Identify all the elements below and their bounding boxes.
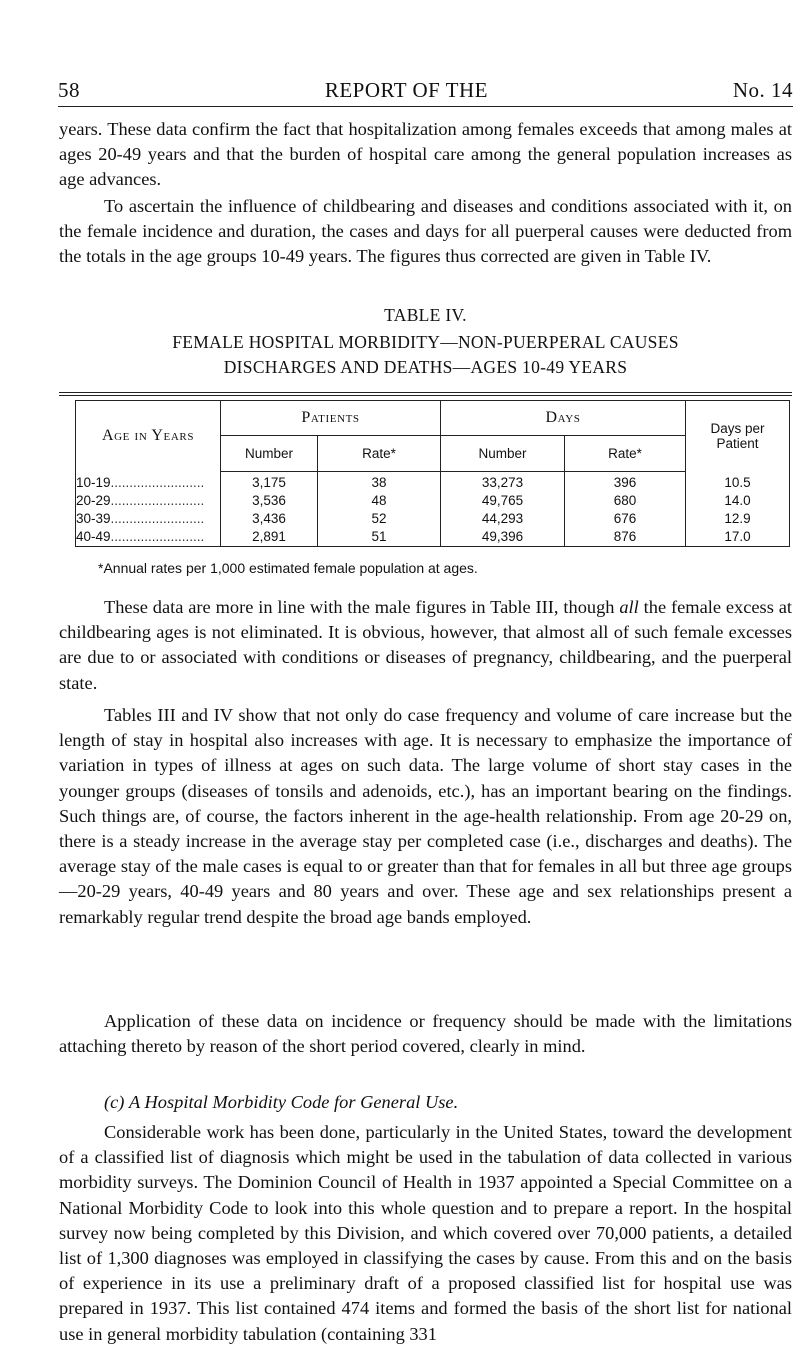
cell-days-rate: 676 <box>565 510 686 528</box>
leader-dots: ......................... <box>110 529 205 544</box>
table-title-line-1: FEMALE HOSPITAL MORBIDITY—NON-PUERPERAL CAUSES <box>172 332 679 352</box>
age-group: 10-19 <box>76 474 111 490</box>
cell-patients-rate: 51 <box>318 528 441 547</box>
cell-patients-rate: 48 <box>318 492 441 510</box>
table-title-line-2: DISCHARGES AND DEATHS—AGES 10-49 YEARS <box>223 357 628 377</box>
running-head <box>58 78 793 103</box>
table-label: TABLE IV. <box>384 305 467 325</box>
cell-patients-rate: 52 <box>318 510 441 528</box>
cell-days-rate: 876 <box>565 528 686 547</box>
running-title: REPORT OF THE <box>324 78 488 102</box>
cell-days-number: 33,273 <box>441 472 565 493</box>
column-group-patients: Patients <box>221 401 441 436</box>
paragraph-3-text-cont: the female excess at childbearing ages is not eliminated. It is obvious, however, that almost all of such female excesses are due to or associated with conditions or diseases of pregnancy, childbearing, and the puerperal state. <box>59 597 793 693</box>
paragraph-5: Application of these data on incidence or frequency should be made with the limitations attaching thereto by reason of the short period covered, clearly in mind. <box>59 1011 792 1057</box>
column-group-days: Days <box>441 401 686 436</box>
header-rule <box>58 106 793 107</box>
morbidity-table <box>75 400 790 547</box>
cell-patients-number: 3,175 <box>221 472 318 493</box>
paragraph-3-emphasis: all <box>619 597 639 617</box>
section-label: (c) <box>104 1092 125 1112</box>
subheader-days-number: Number <box>441 436 565 472</box>
table-row <box>76 472 790 493</box>
age-group: 30-39 <box>76 511 111 526</box>
table-row <box>76 492 790 510</box>
subheader-patients-rate: Rate* <box>318 436 441 472</box>
paragraph-2: To ascertain the influence of childbearing and diseases and conditions associated with it, on the female incidence and duration, the cases and days for all puerperal causes were deducted from the totals in the age groups 10-49 years. The figures thus corrected are given in Table IV. <box>59 196 792 267</box>
page-number: 58 <box>58 78 80 102</box>
table-top-rule <box>59 392 792 393</box>
table-footnote: *Annual rates per 1,000 estimated female population at ages. <box>98 560 478 576</box>
table-row <box>76 510 790 528</box>
cell-days-per-patient: 14.0 <box>686 492 790 510</box>
cell-age <box>76 510 221 528</box>
age-group: 40-49 <box>76 529 111 544</box>
cell-patients-number: 3,536 <box>221 492 318 510</box>
cell-age <box>76 528 221 547</box>
section-heading <box>59 1090 792 1115</box>
section-title: A Hospital Morbidity Code for General Use. <box>129 1092 459 1112</box>
cell-days-rate: 396 <box>565 472 686 493</box>
paragraph-6: Considerable work has been done, particularly in the United States, toward the development of a classified list of diagnosis which might be used in the tabulation of data collected in various morbidity surveys. The Dominion Council of Health in 1937 appointed a Special Committee on a National Morbidity Code to look into this whole question and to prepare a report. In the hospital survey now being completed by this Division, and which covered over 70,000 patients, a detailed list of 1,300 diagnoses was employed in classifying the cases by cause. From this and on the basis of experience in its use a preliminary draft of a proposed classified list for hospital use was prepared in 1937. This list contained 474 items and formed the basis of the short list for national use in general morbidity tabulation (containing 331 <box>59 1122 792 1344</box>
cell-patients-rate: 38 <box>318 472 441 493</box>
cell-patients-number: 2,891 <box>221 528 318 547</box>
cell-days-per-patient: 17.0 <box>686 528 790 547</box>
column-header-age: Age in Years <box>76 401 221 472</box>
issue-number: No. 14 <box>732 78 793 102</box>
table-top-rule-2 <box>59 395 792 396</box>
paragraph-4: Tables III and IV show that not only do case frequency and volume of care increase but the length of stay in hospital also increases with age. It is necessary to emphasize the importance of variation in types of illness at ages on such data. The large volume of short stay cases in the younger groups (diseases of tonsils and adenoids, etc.), has an important bearing on the findings. Such things are, of course, the factors inherent in the age-health relationship. From age 20-29 on, there is a steady increase in the average stay per completed case (i.e., discharges and deaths). The average stay of the male cases is equal to or greater than that for females in all but three age groups—20-29 years, 40-49 years and 80 years and over. These age and sex relationships present a remarkably regular trend despite the broad age bands employed. <box>59 705 792 927</box>
cell-age <box>76 492 221 510</box>
leader-dots: ......................... <box>110 511 205 526</box>
cell-age <box>76 472 221 493</box>
paragraph-3-text: These data are more in line with the male figures in Table III, though <box>104 597 620 617</box>
table-row <box>76 528 790 547</box>
leader-dots: ......................... <box>110 493 205 508</box>
paragraph-1: years. These data confirm the fact that hospitalization among females exceeds that among males at ages 20-49 years and that the burden of hospital care among the general population increases as age advances. <box>59 119 792 190</box>
cell-days-per-patient: 10.5 <box>686 472 790 493</box>
subheader-days-rate: Rate* <box>565 436 686 472</box>
column-header-days-per-patient: Days per Patient <box>686 401 790 472</box>
cell-patients-number: 3,436 <box>221 510 318 528</box>
cell-days-number: 44,293 <box>441 510 565 528</box>
cell-days-number: 49,396 <box>441 528 565 547</box>
age-group: 20-29 <box>76 493 111 508</box>
cell-days-rate: 680 <box>565 492 686 510</box>
leader-dots: ......................... <box>110 474 205 490</box>
subheader-patients-number: Number <box>221 436 318 472</box>
paragraph-3 <box>59 595 792 696</box>
cell-days-per-patient: 12.9 <box>686 510 790 528</box>
cell-days-number: 49,765 <box>441 492 565 510</box>
